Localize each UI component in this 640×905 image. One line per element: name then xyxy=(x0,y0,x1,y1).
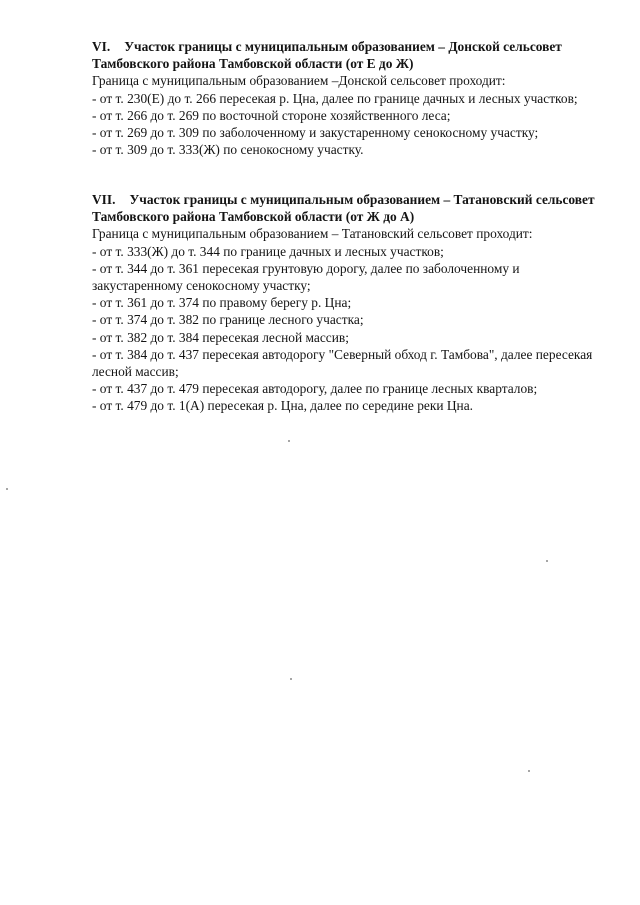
list-item: - от т. 230(Е) до т. 266 пересекая р. Цна, далее по границе дачных и лесных участков; xyxy=(92,90,578,106)
list-item: - от т. 361 до т. 374 по правому берегу р. Цна; xyxy=(92,295,352,311)
scan-speck xyxy=(528,770,530,772)
section-title-text: Участок границы с муниципальным образованием – Татановский сельсовет Тамбовского района Тамбовской области (от Ж до А) xyxy=(92,192,595,225)
boundary-list xyxy=(92,90,610,159)
list-item: - от т. 384 до т. 437 пересекая автодорогу "Северный обход г. Тамбова", далее пересекая лесной массив; xyxy=(92,346,593,380)
section-intro: Граница с муниципальным образованием – Татановский сельсовет проходит: xyxy=(92,226,533,242)
list-item: - от т. 437 до т. 479 пересекая автодорогу, далее по границе лесных кварталов; xyxy=(92,381,538,397)
section-title xyxy=(92,38,610,72)
section-number: VII. xyxy=(92,192,116,207)
list-item: - от т. 479 до т. 1(А) пересекая р. Цна, далее по середине реки Цна. xyxy=(92,398,474,414)
list-item: - от т. 344 до т. 361 пересекая грунтовую дорогу, далее по заболоченному и закустаренному сенокосному участку; xyxy=(92,260,520,294)
list-item: - от т. 333(Ж) до т. 344 по границе дачных и лесных участков; xyxy=(92,243,444,259)
section-intro: Граница с муниципальным образованием –Донской сельсовет проходит: xyxy=(92,73,506,89)
list-item: - от т. 382 до т. 384 пересекая лесной массив; xyxy=(92,329,349,345)
section-number: VI. xyxy=(92,39,111,54)
list-item: - от т. 266 до т. 269 по восточной стороне хозяйственного леса; xyxy=(92,107,451,123)
section-vii xyxy=(92,191,610,415)
list-item: - от т. 309 до т. 333(Ж) по сенокосному участку. xyxy=(92,142,364,158)
section-title xyxy=(92,191,610,225)
scan-speck xyxy=(6,488,8,490)
list-item: - от т. 374 до т. 382 по границе лесного участка; xyxy=(92,312,364,328)
section-vi xyxy=(92,38,610,158)
list-item: - от т. 269 до т. 309 по заболоченному и закустаренному сенокосному участку; xyxy=(92,125,539,141)
scan-speck xyxy=(546,560,548,562)
scan-speck xyxy=(290,678,292,680)
boundary-list xyxy=(92,243,610,415)
scan-speck xyxy=(288,440,290,442)
section-title-text: Участок границы с муниципальным образованием – Донской сельсовет Тамбовского района Тамбовской области (от Е до Ж) xyxy=(92,39,562,72)
